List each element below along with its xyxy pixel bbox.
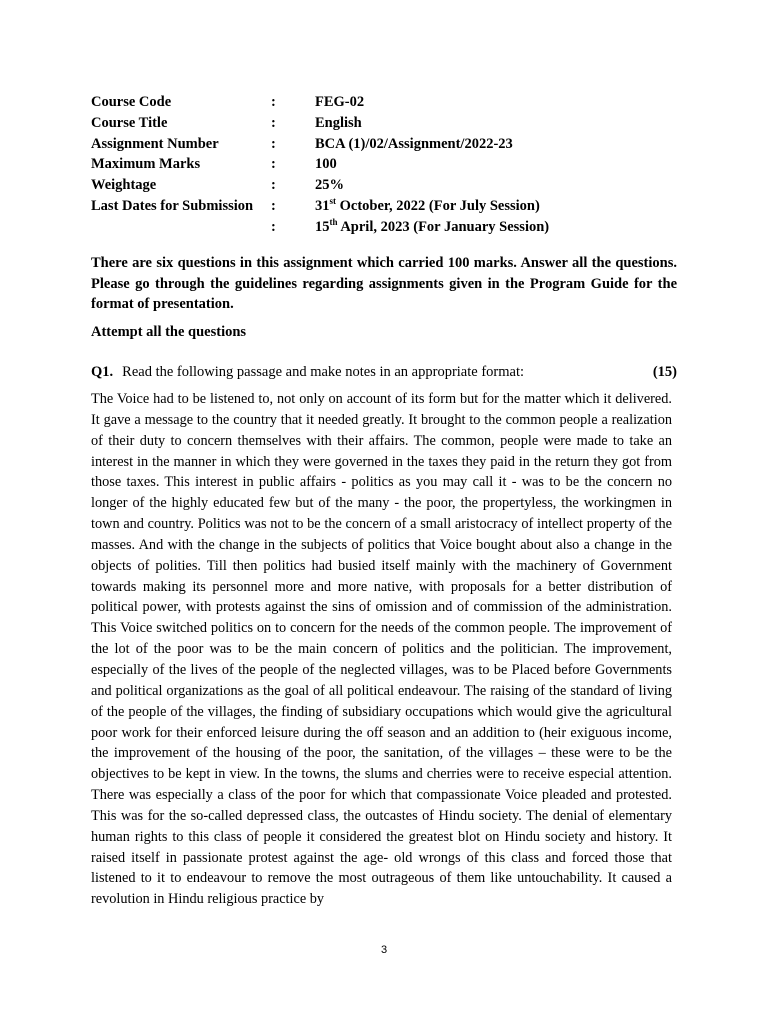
separator-colon: : (271, 177, 276, 194)
separator-colon: : (271, 114, 276, 131)
weightage-row (91, 175, 549, 196)
separator-colon: : (271, 218, 276, 235)
assignment-number-label: Assignment Number (91, 135, 219, 152)
question-number: Q1. (91, 364, 114, 380)
maximum-marks-row (91, 154, 549, 175)
assignment-number-row (91, 134, 549, 155)
date-ordinal-suffix: st (329, 196, 336, 207)
separator-colon: : (271, 197, 276, 214)
course-code-row (91, 92, 549, 113)
date-day: 15 (315, 218, 330, 235)
maximum-marks-value: 100 (315, 156, 337, 173)
page-number: 3 (380, 944, 388, 956)
weightage-value: 25% (315, 177, 344, 194)
assignment-instructions: There are six questions in this assignment which carried 100 marks. Answer all the questions. Please go through the guidelines regarding assignments given in the Program Guide for the format of presentation. (91, 255, 677, 312)
submission-dates-row-2 (91, 217, 549, 238)
weightage-label: Weightage (91, 177, 157, 194)
empty-label (91, 217, 271, 238)
date-ordinal-suffix: th (329, 216, 338, 227)
question-prompt: Read the following passage and make notes in an appropriate format: (122, 364, 525, 380)
course-title-label: Course Title (91, 114, 168, 131)
submission-dates-row (91, 196, 549, 217)
maximum-marks-label: Maximum Marks (91, 156, 201, 173)
separator-colon: : (271, 156, 276, 173)
course-code-label: Course Code (91, 94, 172, 110)
question-1-header (91, 364, 677, 381)
assignment-number-value: BCA (1)/02/Assignment/2022-23 (315, 135, 513, 152)
reading-passage: The Voice had to be listened to, not only on account of its form but for the matter which it delivered. It gave a message to the country that it needed greatly. It brought to the common people a realization of their duty to concern themselves with their affairs. The common, people were made to take an interest in the manner in which they were governed in the taxes they paid in the return they got from those taxes. This interest in public affairs - politics as you may call it - was to be the concern no longer of the highly educated few but of the many - the poor, the propertyless, the workingmen in town and country. Politics was not to be the concern of a small aristocracy of intellect property of the masses. And with the change in the subjects of politics that Voice bought about also a change in the objects of polities. Till then politics had busied itself mainly with the machinery of Government towards making its personnel more and more native, with proposals for a better distribution of political power, with protests against the sins of omission and of commission of the administration. This Voice switched politics on to concern for the needs of the common people. The improvement of the lot of the poor was to be the main concern of politics and the politician. The improvement, especially of the lives of the people of the neglected villages, was to be Placed before Governments and political organizations as the goal of all political endeavour. The raising of the standard of living of the people of the villages, the finding of subsidiary occupations which would give the agricultural poor work for their enforced leisure during the off season and an addition to (heir exiguous income, the improvement of the housing of the poor, the sanitation, of the villages – these were to be the objectives to be kept in view. In the towns, the slums and cherries were to receive especial attention. There was especially a class of the poor for which that compassionate Voice pleaded and protested. This was for the so-called depressed class, the outcastes of Hindu society. The denial of elementary human rights to this class of people it considered the greatest blot on Hindu society and history. It raised itself in passionate protest against the age- old wrongs of this class and forced those that listened to it to endeavour to remove the most outrageous of them like untouchability. It caused a revolution in Hindu religious practice by (91, 391, 672, 908)
course-title-value: English (315, 114, 362, 131)
submission-label: Last Dates for Submission (91, 197, 254, 214)
course-details (91, 92, 549, 238)
course-code-value: FEG-02 (315, 94, 365, 110)
course-title-row (91, 113, 549, 134)
attempt-heading: Attempt all the questions (91, 324, 247, 340)
date-rest: April, 2023 (For January Session) (337, 218, 550, 235)
date-day: 31 (315, 197, 330, 214)
july-session-date (315, 196, 540, 217)
separator-colon: : (271, 94, 276, 110)
date-rest: October, 2022 (For July Session) (336, 197, 540, 214)
question-marks: (15) (652, 364, 677, 380)
separator-colon: : (271, 135, 276, 152)
january-session-date (315, 217, 549, 238)
